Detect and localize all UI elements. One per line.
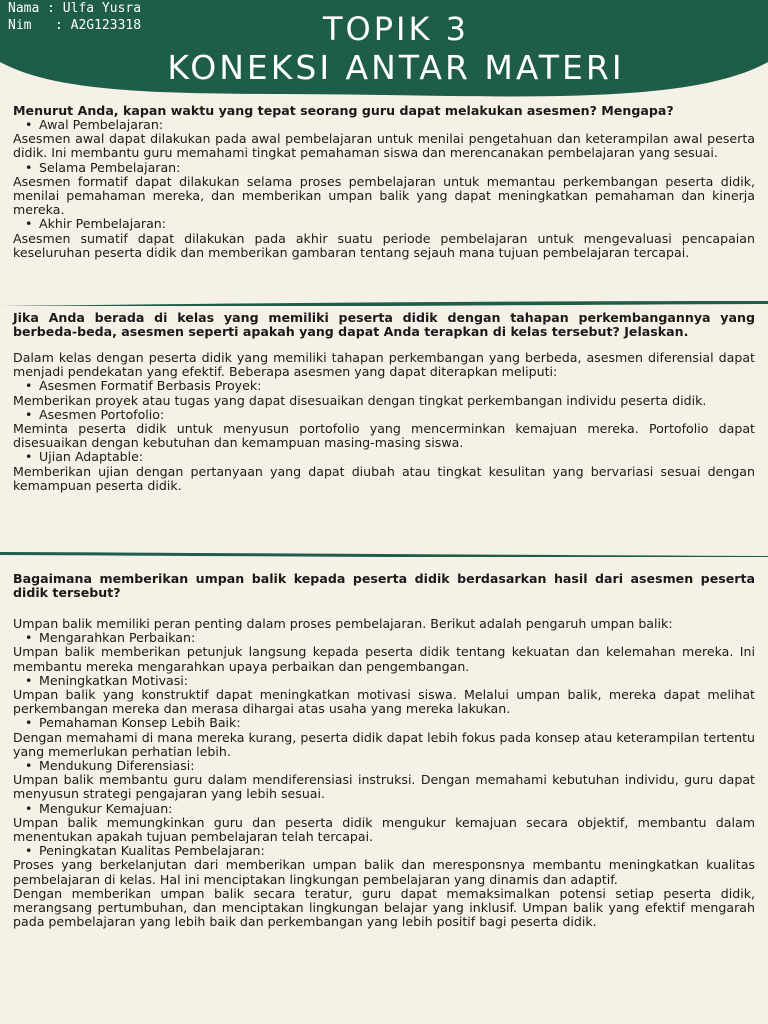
section-divider	[0, 551, 768, 557]
paragraph: Asesmen awal dapat dilakukan pada awal pembelajaran untuk menilai pengetahuan dan keterampilan awal peserta didik. Ini membantu guru memahami tingkat pemahaman siswa dan merencanakan pembelajaran yang sesuai.	[13, 131, 755, 161]
list-item: • Asesmen Formatif Berbasis Proyek:	[13, 379, 755, 393]
paragraph: Memberikan proyek atau tugas yang dapat disesuaikan dengan tingkat perkembangan individu peserta didik.	[13, 392, 707, 408]
list-item: • Ujian Adaptable:	[13, 450, 755, 464]
list-item: • Selama Pembelajaran:	[13, 161, 755, 175]
paragraph: Meminta peserta didik untuk menyusun portofolio yang mencerminkan kemajuan mereka. Portofolio dapat disesuaikan dengan kebutuhan dan kemampuan masing-masing siswa.	[13, 421, 755, 451]
list-item: • Peningkatan Kualitas Pembelajaran:	[13, 844, 755, 858]
question-1: Menurut Anda, kapan waktu yang tepat seorang guru dapat melakukan asesmen? Mengapa?	[13, 103, 674, 118]
topic-title: TOPIK 3	[323, 10, 469, 48]
paragraph: Dengan memahami di mana mereka kurang, peserta didik dapat lebih fokus pada konsep atau keterampilan tertentu yang memerlukan perhatian lebih.	[13, 729, 755, 759]
list-item: • Pemahaman Konsep Lebih Baik:	[13, 716, 755, 730]
paragraph: Asesmen formatif dapat dilakukan selama proses pembelajaran untuk memantau perkembangan peserta didik, menilai pemahaman mereka, dan memberikan umpan balik yang dapat meningkatkan pemahaman dan kinerja mereka.	[13, 173, 755, 218]
list-item: • Mengukur Kemajuan:	[13, 802, 755, 816]
section-divider	[0, 300, 768, 306]
student-nim: Nim : A2G123318	[8, 18, 142, 33]
list-item: • Mengarahkan Perbaikan:	[13, 631, 755, 645]
paragraph: Dalam kelas dengan peserta didik yang memiliki tahapan perkembangan yang berbeda, asesmen diferensial dapat menjadi pendekatan yang efektif. Beberapa asesmen yang dapat diterapkan meliputi:	[13, 350, 755, 380]
question-3: Bagaimana memberikan umpan balik kepada peserta didik berdasarkan hasil dari asesmen peserta didik tersebut?	[13, 571, 755, 600]
paragraph: Umpan balik memungkinkan guru dan peserta didik mengukur kemajuan secara objektif, membantu dalam menentukan apakah tujuan pembelajaran telah tercapai.	[13, 814, 755, 845]
paragraph: Memberikan ujian dengan pertanyaan yang dapat diubah atau tingkat kesulitan yang bervariasi sesuai dengan kemampuan peserta didik.	[13, 463, 755, 493]
list-item: • Awal Pembelajaran:	[13, 118, 755, 132]
list-item: • Mendukung Diferensiasi:	[13, 759, 755, 773]
paragraph: Asesmen sumatif dapat dilakukan pada akhir suatu periode pembelajaran untuk mengevaluasi pencapaian keseluruhan peserta didik dan memberikan gambaran tentang sejauh mana tujuan pembelajaran tercapai.	[13, 230, 755, 260]
paragraph: Proses yang berkelanjutan dari memberikan umpan balik dan meresponsnya membantu meningkatkan kualitas pembelajaran di kelas. Hal ini menciptakan lingkungan pembelajaran yang dinamis dan adaptif.	[13, 857, 755, 887]
topic-subtitle: KONEKSI ANTAR MATERI	[167, 48, 625, 87]
header-banner	[0, 0, 768, 98]
student-name: Nama : Ulfa Yusra	[8, 1, 142, 16]
paragraph: Umpan balik memiliki peran penting dalam proses pembelajaran. Berikut adalah pengaruh umpan balik:	[13, 616, 673, 631]
closing-paragraph: Dengan memberikan umpan balik secara teratur, guru dapat memaksimalkan potensi setiap peserta didik, merangsang pertumbuhan, dan menciptakan lingkungan belajar yang inklusif. Umpan balik yang efektif mengarah pada pembelajaran yang lebih baik dan perkembangan yang lebih positif bagi peserta didik.	[13, 885, 755, 930]
paragraph: Umpan balik yang konstruktif dapat meningkatkan motivasi siswa. Melalui umpan balik, mereka dapat melihat perkembangan mereka dan merasa dihargai atas usaha yang mereka lakukan.	[13, 687, 755, 717]
list-item: • Akhir Pembelajaran:	[13, 217, 755, 231]
section-2	[13, 311, 755, 493]
paragraph: Umpan balik membantu guru dalam mendiferensiasi instruksi. Dengan memahami kebutuhan individu, guru dapat menyusun strategi pengajaran yang lebih sesuai.	[13, 772, 755, 802]
paragraph: Umpan balik memberikan petunjuk langsung kepada peserta didik tentang kekuatan dan kelemahan mereka. Ini membantu mereka mengarahkan upaya perbaikan dan pengembangan.	[13, 644, 755, 674]
question-2: Jika Anda berada di kelas yang memiliki peserta didik dengan tahapan perkembangannya yang berbeda-beda, asesmen seperti apakah yang dapat Anda terapkan di kelas tersebut? Jelaskan.	[13, 310, 755, 339]
list-item: • Meningkatkan Motivasi:	[13, 674, 755, 688]
list-item: • Asesmen Portofolio:	[13, 408, 755, 422]
section-1	[13, 104, 755, 260]
section-3	[13, 572, 755, 929]
